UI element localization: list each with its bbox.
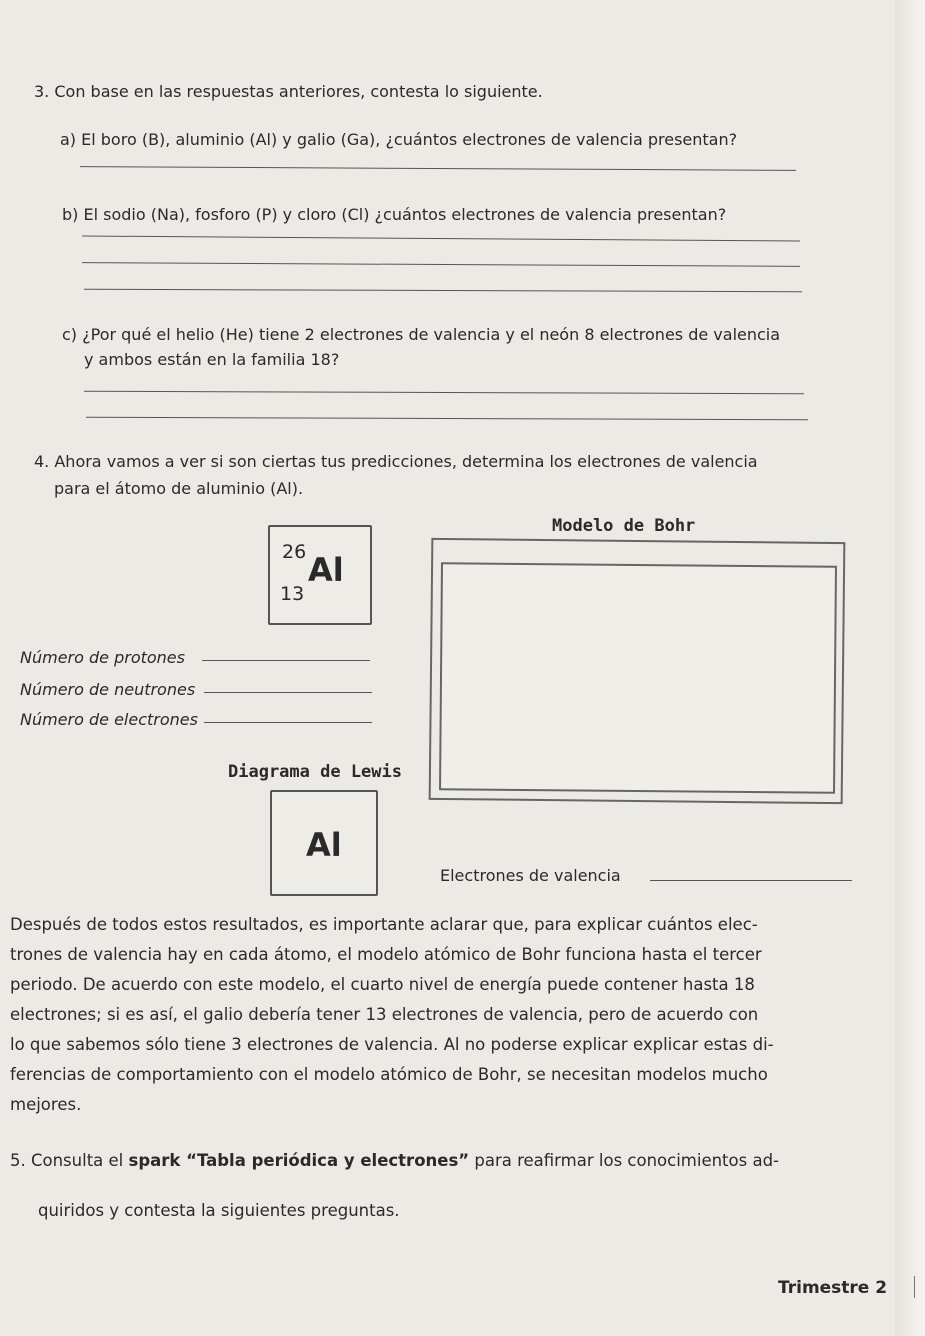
q3c-answer-line-1[interactable] [84, 391, 804, 395]
protons-label: Número de protones [20, 648, 185, 667]
lewis-symbol: Al [306, 826, 342, 864]
q3b-answer-line-1[interactable] [82, 235, 800, 241]
protons-answer-line[interactable] [202, 660, 370, 661]
q5-prefix: 5. Consulta el [10, 1151, 129, 1170]
paragraph-line-4: electrones; si es así, el galio debería tener 13 electrones de valencia, pero de acuerdo con [10, 1005, 759, 1024]
electrons-label: Número de electrones [20, 710, 198, 729]
paragraph-line-3: periodo. De acuerdo con este modelo, el cuarto nivel de energía puede contener hasta 18 [10, 975, 755, 994]
element-symbol: Al [308, 551, 344, 589]
q3-intro: 3. Con base en las respuestas anteriores, contesta lo siguiente. [34, 82, 543, 101]
mass-number: 26 [282, 541, 307, 563]
q4-text-line1: 4. Ahora vamos a ver si son ciertas tus predicciones, determina los electrones de valencia [34, 452, 758, 471]
q5-line1 [10, 1146, 890, 1176]
lewis-title: Diagrama de Lewis [228, 762, 402, 782]
electrons-answer-line[interactable] [204, 722, 372, 723]
neutrons-label: Número de neutrones [20, 680, 196, 699]
paragraph-line-2: trones de valencia hay en cada átomo, el modelo atómico de Bohr funciona hasta el tercer [10, 945, 762, 964]
q3a-answer-line-1[interactable] [80, 166, 796, 171]
page-edge-shadow [895, 0, 925, 1336]
atomic-number: 13 [280, 583, 305, 605]
q3b-answer-line-2[interactable] [82, 262, 800, 267]
q5-spark-reference[interactable]: spark “Tabla periódica y electrones” [128, 1151, 470, 1170]
q3c-answer-line-2[interactable] [86, 417, 808, 421]
explanation-paragraph [10, 910, 870, 1120]
q3a-text: a) El boro (B), aluminio (Al) y galio (Ga), ¿cuántos electrones de valencia presentan? [60, 130, 738, 149]
q4-text-line2: para el átomo de aluminio (Al). [54, 479, 304, 498]
q5-suffix: para reafirmar los conocimientos ad- [469, 1151, 779, 1170]
paragraph-line-5: lo que sabemos sólo tiene 3 electrones de valencia. Al no poderse explicar explicar estas di- [10, 1035, 774, 1054]
element-card [268, 525, 372, 625]
q3b-answer-line-3[interactable] [84, 289, 802, 293]
trimester-footer: Trimestre 2 [778, 1278, 888, 1298]
q5-line2: quiridos y contesta la siguientes preguntas. [38, 1201, 400, 1220]
paragraph-line-1: Después de todos estos resultados, es importante aclarar que, para explicar cuántos elec- [10, 915, 758, 934]
lewis-diagram-card[interactable] [270, 790, 378, 896]
q3c-text-line1: c) ¿Por qué el helio (He) tiene 2 electrones de valencia y el neón 8 electrones de valencia [62, 325, 781, 344]
footer-divider [914, 1276, 915, 1298]
valence-label: Electrones de valencia [440, 866, 621, 885]
bohr-title: Modelo de Bohr [552, 516, 696, 536]
bohr-model-drawing-area[interactable] [439, 562, 837, 793]
neutrons-answer-line[interactable] [204, 692, 372, 693]
valence-answer-line[interactable] [650, 880, 852, 881]
q3b-text: b) El sodio (Na), fosforo (P) y cloro (Cl) ¿cuántos electrones de valencia presentan? [62, 205, 727, 224]
paragraph-line-6: ferencias de comportamiento con el modelo atómico de Bohr, se necesitan modelos mucho [10, 1065, 768, 1084]
q3c-text-line2: y ambos están en la familia 18? [84, 350, 340, 369]
paragraph-line-7: mejores. [10, 1095, 82, 1114]
